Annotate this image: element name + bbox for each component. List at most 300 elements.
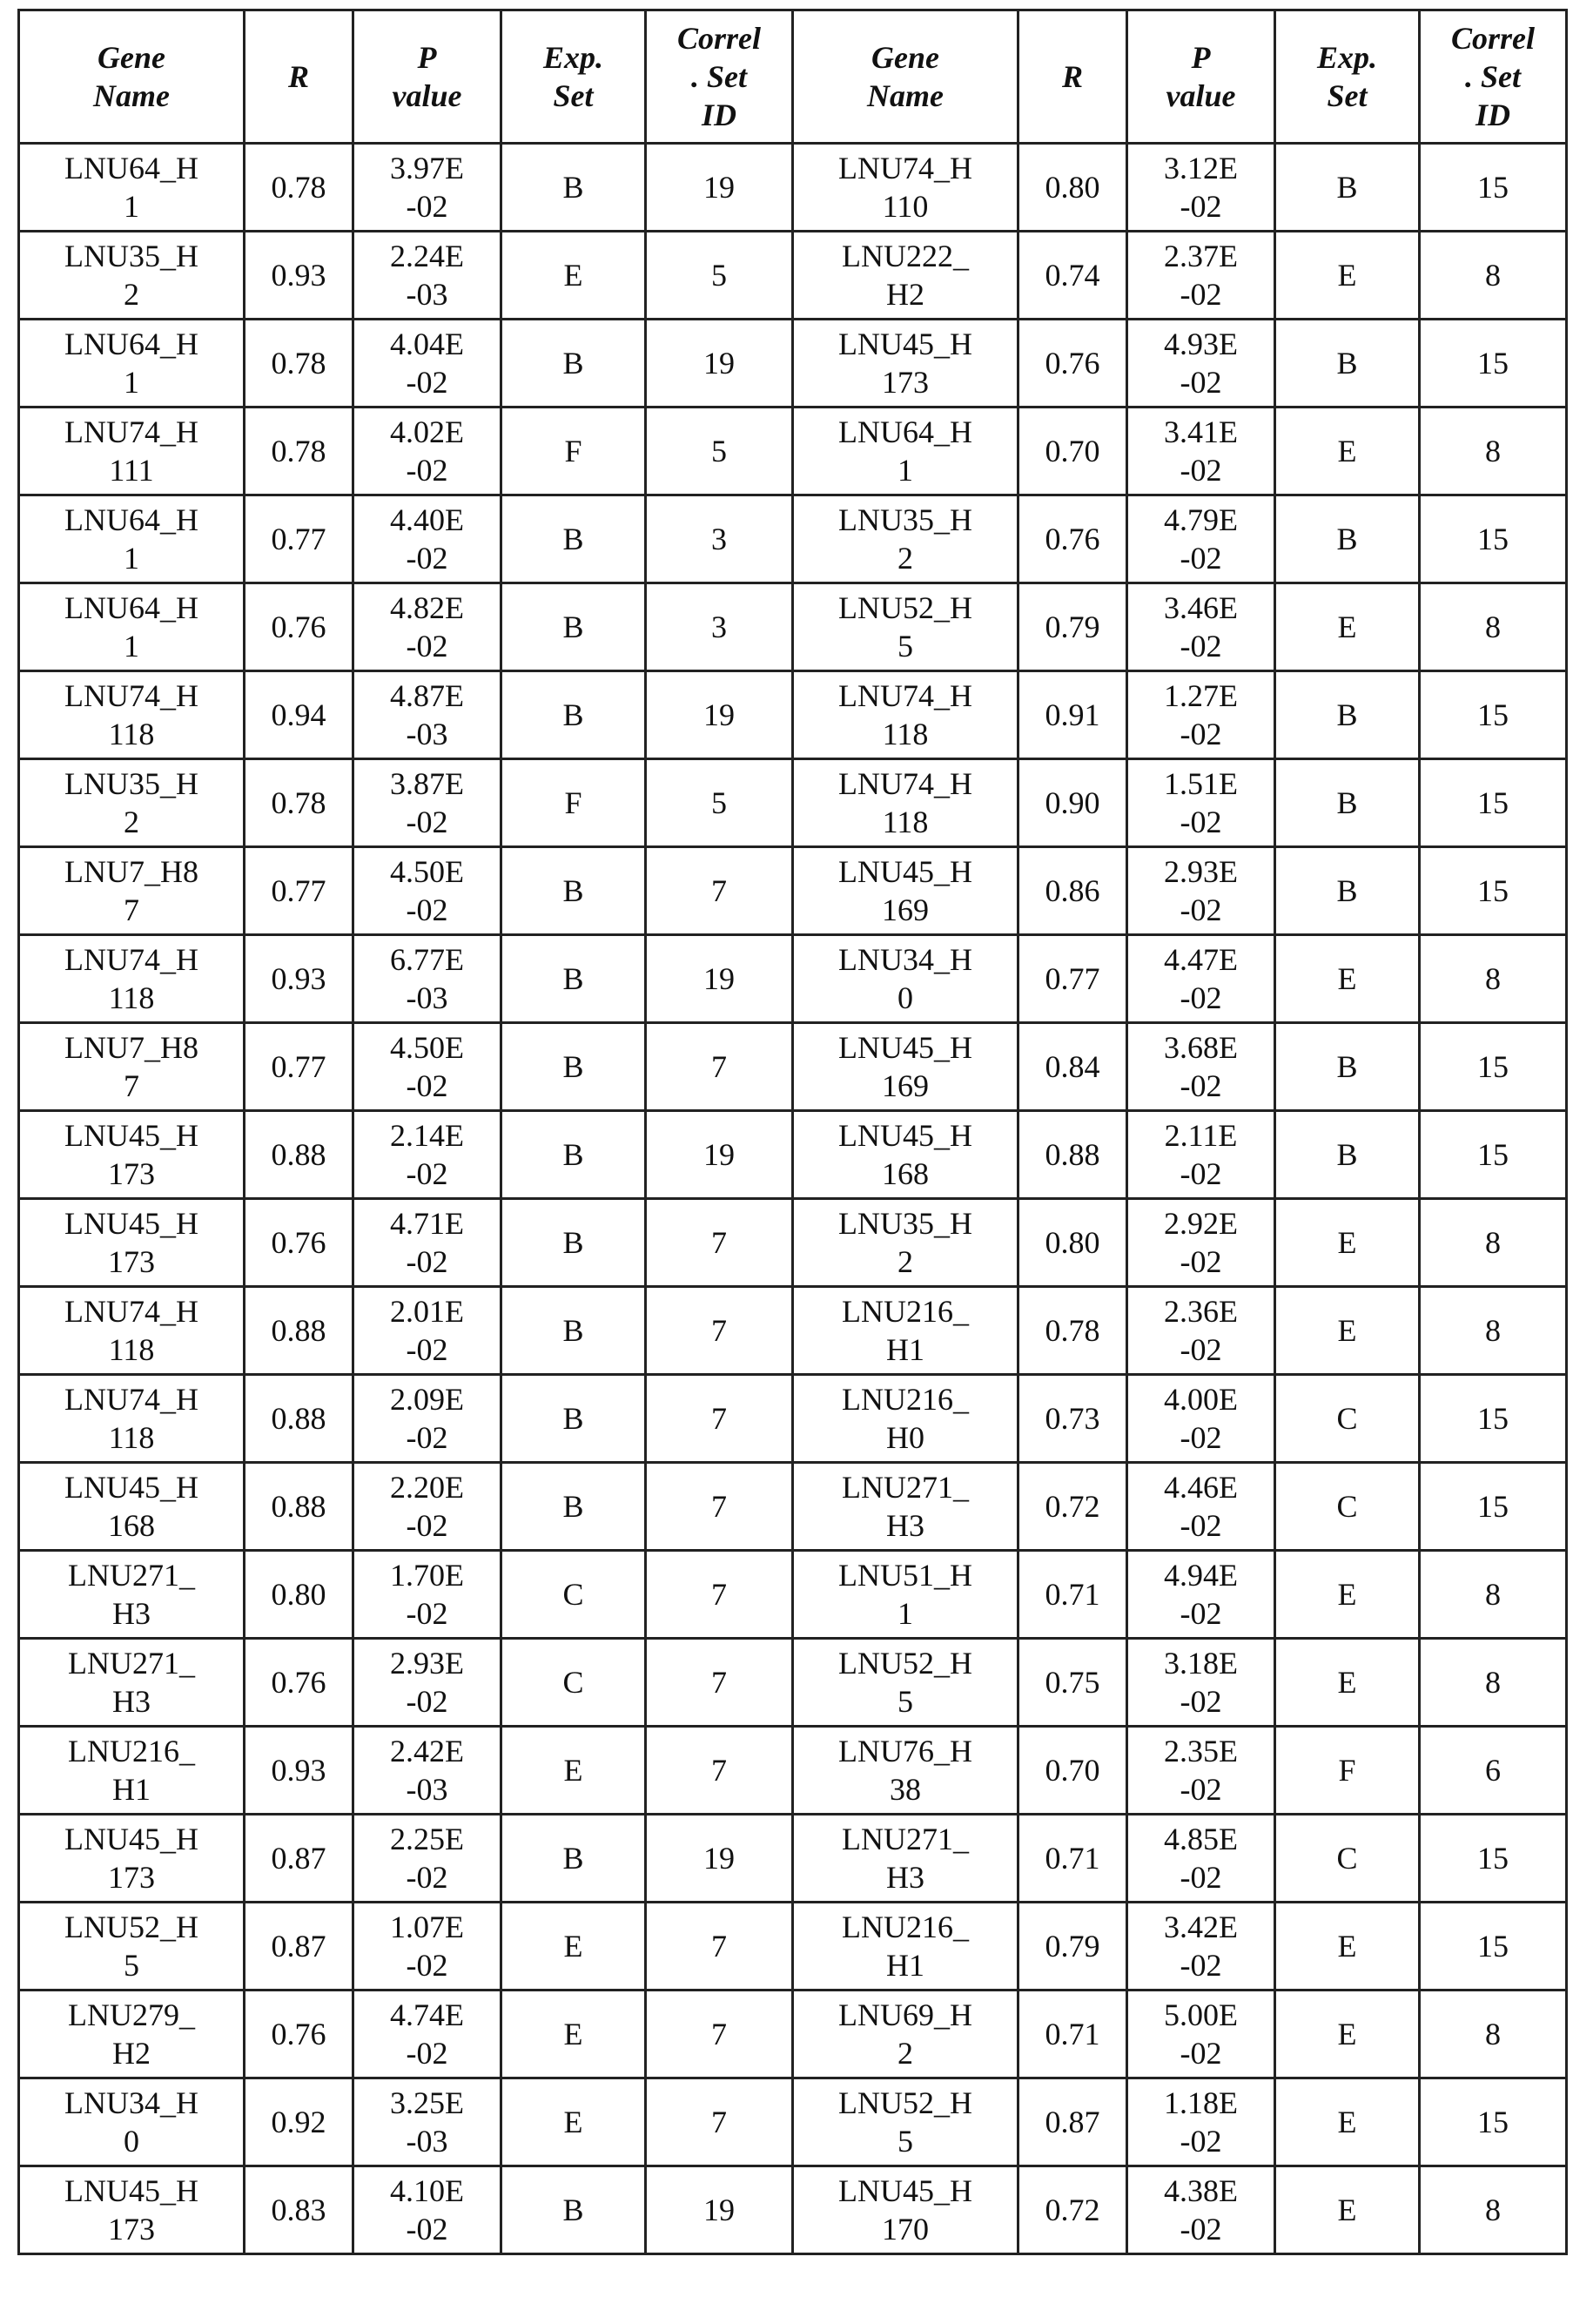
gene-name-text: LNU45_H169: [836, 852, 975, 929]
p-value-cell: [353, 671, 501, 759]
p-value-cell: [1127, 320, 1275, 408]
gene-name-cell: [793, 935, 1018, 1023]
r-value-cell: 0.93: [245, 935, 353, 1023]
p-value-cell: [1127, 495, 1275, 583]
table-row: [19, 1111, 1567, 1199]
p-value-cell: [1127, 583, 1275, 671]
table-row: [19, 671, 1567, 759]
exp-set-cell: B: [501, 1375, 646, 1463]
p-value-text: 4.00E-02: [1162, 1380, 1240, 1457]
table-row: [19, 1639, 1567, 1727]
correl-set-id-cell: 19: [646, 2166, 793, 2254]
gene-name-cell: [793, 408, 1018, 495]
table-row: [19, 408, 1567, 495]
gene-name-text: LNU45_H168: [62, 1468, 201, 1545]
p-value-cell: [1127, 1991, 1275, 2078]
header-gene-name: Gene Name: [19, 10, 245, 144]
correl-set-id-cell: 7: [646, 2078, 793, 2166]
table-row: [19, 232, 1567, 320]
gene-name-text: LNU64_H1: [836, 413, 975, 489]
gene-name-text: LNU271_H3: [836, 1820, 975, 1896]
table-row: [19, 1727, 1567, 1815]
correl-set-id-cell: 19: [646, 935, 793, 1023]
exp-set-cell: E: [1275, 583, 1420, 671]
p-value-cell: [1127, 2078, 1275, 2166]
correl-set-id-cell: 3: [646, 495, 793, 583]
r-value-cell: 0.77: [245, 1023, 353, 1111]
p-value-text: 3.25E-03: [388, 2084, 467, 2160]
p-value-text: 2.93E-02: [1162, 852, 1240, 929]
correl-set-id-cell: 8: [1420, 1287, 1567, 1375]
r-value-cell: 0.94: [245, 671, 353, 759]
gene-name-cell: [793, 1199, 1018, 1287]
r-value-cell: 0.72: [1018, 1463, 1127, 1551]
p-value-text: 4.74E-02: [388, 1996, 467, 2072]
gene-name-text: LNU76_H38: [836, 1732, 975, 1809]
r-value-cell: 0.79: [1018, 583, 1127, 671]
p-value-text: 4.71E-02: [388, 1204, 467, 1281]
exp-set-cell: B: [501, 847, 646, 935]
gene-name-text: LNU74_H118: [62, 940, 201, 1017]
p-value-text: 4.47E-02: [1162, 940, 1240, 1017]
p-value-text: 4.50E-02: [388, 1028, 467, 1105]
gene-name-text: LNU74_H118: [62, 677, 201, 753]
gene-name-text: LNU45_H170: [836, 2172, 975, 2248]
correl-set-id-cell: 8: [1420, 1199, 1567, 1287]
gene-name-cell: [19, 1375, 245, 1463]
r-value-cell: 0.93: [245, 232, 353, 320]
correl-set-id-cell: 8: [1420, 408, 1567, 495]
correl-set-id-cell: 19: [646, 671, 793, 759]
exp-set-cell: E: [1275, 232, 1420, 320]
p-value-text: 1.70E-02: [388, 1556, 467, 1633]
exp-set-cell: E: [501, 232, 646, 320]
header-row: [19, 10, 1567, 144]
correl-set-id-cell: 7: [646, 1375, 793, 1463]
gene-correlation-table: [17, 9, 1568, 2255]
p-value-cell: [353, 2166, 501, 2254]
gene-name-cell: [793, 847, 1018, 935]
gene-name-text: LNU69_H2: [836, 1996, 975, 2072]
r-value-cell: 0.78: [245, 144, 353, 232]
table-row: [19, 2078, 1567, 2166]
gene-name-cell: [793, 232, 1018, 320]
gene-name-cell: [19, 1463, 245, 1551]
p-value-cell: [353, 583, 501, 671]
table-row: [19, 1199, 1567, 1287]
gene-name-text: LNU34_H0: [836, 940, 975, 1017]
gene-name-text: LNU52_H5: [836, 2084, 975, 2160]
p-value-cell: [353, 1375, 501, 1463]
correl-set-id-cell: 8: [1420, 935, 1567, 1023]
p-value-text: 2.35E-02: [1162, 1732, 1240, 1809]
gene-name-cell: [19, 847, 245, 935]
correl-set-id-cell: 15: [1420, 847, 1567, 935]
correl-set-id-cell: 7: [646, 1287, 793, 1375]
exp-set-cell: B: [1275, 495, 1420, 583]
gene-name-cell: [793, 320, 1018, 408]
p-value-cell: [353, 495, 501, 583]
p-value-text: 3.46E-02: [1162, 589, 1240, 665]
correl-set-id-cell: 7: [646, 1991, 793, 2078]
gene-name-text: LNU45_H173: [62, 1204, 201, 1281]
p-value-text: 2.11E-02: [1162, 1116, 1240, 1193]
p-value-cell: [353, 1111, 501, 1199]
exp-set-cell: F: [501, 408, 646, 495]
p-value-text: 4.82E-02: [388, 589, 467, 665]
correl-set-id-cell: 8: [1420, 2166, 1567, 2254]
r-value-cell: 0.76: [245, 1199, 353, 1287]
r-value-cell: 0.88: [245, 1111, 353, 1199]
exp-set-cell: E: [1275, 1991, 1420, 2078]
exp-set-cell: E: [501, 1903, 646, 1991]
correl-set-id-cell: 15: [1420, 144, 1567, 232]
gene-name-text: LNU7_H87: [62, 852, 201, 929]
r-value-cell: 0.77: [1018, 935, 1127, 1023]
exp-set-cell: E: [1275, 1199, 1420, 1287]
p-value-cell: [1127, 759, 1275, 847]
correl-set-id-cell: 7: [646, 847, 793, 935]
correl-set-id-cell: 15: [1420, 1463, 1567, 1551]
p-value-text: 3.42E-02: [1162, 1908, 1240, 1984]
correl-set-id-cell: 5: [646, 232, 793, 320]
r-value-cell: 0.70: [1018, 408, 1127, 495]
table-row: [19, 1903, 1567, 1991]
gene-name-cell: [19, 2078, 245, 2166]
table-row: [19, 1815, 1567, 1903]
correl-set-id-cell: 15: [1420, 2078, 1567, 2166]
r-value-cell: 0.93: [245, 1727, 353, 1815]
p-value-cell: [353, 847, 501, 935]
gene-name-cell: [793, 1463, 1018, 1551]
p-value-text: 4.50E-02: [388, 852, 467, 929]
table-row: [19, 1991, 1567, 2078]
p-value-text: 1.07E-02: [388, 1908, 467, 1984]
gene-name-cell: [19, 2166, 245, 2254]
gene-name-cell: [793, 1551, 1018, 1639]
correl-set-id-cell: 15: [1420, 495, 1567, 583]
p-value-text: 2.24E-03: [388, 237, 467, 313]
p-value-cell: [1127, 1111, 1275, 1199]
gene-name-text: LNU45_H173: [62, 2172, 201, 2248]
p-value-cell: [353, 1463, 501, 1551]
gene-name-text: LNU45_H168: [836, 1116, 975, 1193]
p-value-text: 3.97E-02: [388, 149, 467, 226]
gene-name-text: LNU45_H173: [62, 1820, 201, 1896]
p-value-cell: [353, 1727, 501, 1815]
p-value-text: 4.10E-02: [388, 2172, 467, 2248]
gene-name-cell: [19, 1903, 245, 1991]
exp-set-cell: E: [1275, 1287, 1420, 1375]
r-value-cell: 0.78: [245, 759, 353, 847]
correl-set-id-cell: 19: [646, 1111, 793, 1199]
exp-set-cell: B: [1275, 1023, 1420, 1111]
gene-name-text: LNU74_H111: [62, 413, 201, 489]
table-row: [19, 320, 1567, 408]
p-value-cell: [353, 1023, 501, 1111]
r-value-cell: 0.91: [1018, 671, 1127, 759]
exp-set-cell: B: [1275, 759, 1420, 847]
correl-set-id-cell: 6: [1420, 1727, 1567, 1815]
table-row: [19, 847, 1567, 935]
correl-set-id-cell: 7: [646, 1727, 793, 1815]
exp-set-cell: B: [501, 320, 646, 408]
p-value-cell: [1127, 1375, 1275, 1463]
gene-name-cell: [19, 408, 245, 495]
gene-name-text: LNU216_H1: [62, 1732, 201, 1809]
gene-name-text: LNU74_H110: [836, 149, 975, 226]
r-value-cell: 0.78: [245, 320, 353, 408]
gene-name-cell: [793, 1727, 1018, 1815]
p-value-text: 2.93E-02: [388, 1644, 467, 1721]
r-value-cell: 0.80: [1018, 144, 1127, 232]
table-row: [19, 495, 1567, 583]
header-correl-set-id: Correl . Set ID: [646, 10, 793, 144]
p-value-text: 4.87E-03: [388, 677, 467, 753]
r-value-cell: 0.78: [1018, 1287, 1127, 1375]
exp-set-cell: B: [1275, 144, 1420, 232]
table-body: [19, 144, 1567, 2254]
correl-set-id-cell: 19: [646, 1815, 793, 1903]
correl-set-id-cell: 7: [646, 1023, 793, 1111]
p-value-cell: [353, 320, 501, 408]
r-value-cell: 0.73: [1018, 1375, 1127, 1463]
r-value-cell: 0.75: [1018, 1639, 1127, 1727]
p-value-cell: [353, 1815, 501, 1903]
correl-set-id-cell: 15: [1420, 759, 1567, 847]
exp-set-cell: F: [1275, 1727, 1420, 1815]
exp-set-cell: B: [501, 1815, 646, 1903]
p-value-cell: [1127, 1199, 1275, 1287]
p-value-text: 3.68E-02: [1162, 1028, 1240, 1105]
gene-name-cell: [19, 583, 245, 671]
p-value-text: 4.93E-02: [1162, 325, 1240, 401]
exp-set-cell: B: [501, 144, 646, 232]
gene-name-cell: [793, 1287, 1018, 1375]
gene-name-cell: [19, 495, 245, 583]
p-value-cell: [353, 935, 501, 1023]
p-value-cell: [1127, 408, 1275, 495]
gene-name-text: LNU74_H118: [62, 1380, 201, 1457]
gene-name-text: LNU7_H87: [62, 1028, 201, 1105]
table-row: [19, 1551, 1567, 1639]
gene-name-cell: [19, 759, 245, 847]
gene-name-cell: [793, 1815, 1018, 1903]
gene-name-text: LNU74_H118: [836, 677, 975, 753]
header-p-value: P value: [353, 10, 501, 144]
p-value-cell: [1127, 671, 1275, 759]
gene-name-text: LNU74_H118: [836, 765, 975, 841]
r-value-cell: 0.72: [1018, 2166, 1127, 2254]
p-value-text: 2.25E-02: [388, 1820, 467, 1896]
gene-name-text: LNU64_H1: [62, 501, 201, 577]
p-value-cell: [1127, 144, 1275, 232]
p-value-cell: [1127, 1463, 1275, 1551]
p-value-text: 3.41E-02: [1162, 413, 1240, 489]
p-value-cell: [353, 232, 501, 320]
exp-set-cell: F: [501, 759, 646, 847]
exp-set-cell: C: [1275, 1815, 1420, 1903]
correl-set-id-cell: 15: [1420, 1815, 1567, 1903]
r-value-cell: 0.76: [1018, 320, 1127, 408]
p-value-text: 5.00E-02: [1162, 1996, 1240, 2072]
exp-set-cell: B: [501, 1111, 646, 1199]
table-row: [19, 1375, 1567, 1463]
table-row: [19, 935, 1567, 1023]
r-value-cell: 0.88: [245, 1287, 353, 1375]
gene-name-cell: [793, 1903, 1018, 1991]
r-value-cell: 0.71: [1018, 1991, 1127, 2078]
p-value-text: 2.42E-03: [388, 1732, 467, 1809]
p-value-text: 4.40E-02: [388, 501, 467, 577]
p-value-text: 2.20E-02: [388, 1468, 467, 1545]
gene-name-cell: [19, 1551, 245, 1639]
gene-name-cell: [793, 1023, 1018, 1111]
gene-name-text: LNU271_H3: [62, 1644, 201, 1721]
p-value-text: 4.46E-02: [1162, 1468, 1240, 1545]
gene-name-cell: [793, 1639, 1018, 1727]
r-value-cell: 0.74: [1018, 232, 1127, 320]
r-value-cell: 0.76: [1018, 495, 1127, 583]
correl-set-id-cell: 19: [646, 144, 793, 232]
gene-name-cell: [19, 1199, 245, 1287]
correl-set-id-cell: 15: [1420, 1023, 1567, 1111]
correl-set-id-cell: 19: [646, 320, 793, 408]
header-r: R: [245, 10, 353, 144]
exp-set-cell: E: [1275, 935, 1420, 1023]
r-value-cell: 0.87: [1018, 2078, 1127, 2166]
r-value-cell: 0.88: [1018, 1111, 1127, 1199]
correl-set-id-cell: 7: [646, 1463, 793, 1551]
r-value-cell: 0.76: [245, 1991, 353, 2078]
p-value-text: 2.01E-02: [388, 1292, 467, 1369]
gene-name-cell: [19, 1639, 245, 1727]
gene-name-cell: [793, 2166, 1018, 2254]
gene-name-text: LNU64_H1: [62, 589, 201, 665]
p-value-text: 3.87E-02: [388, 765, 467, 841]
r-value-cell: 0.87: [245, 1815, 353, 1903]
header-exp-set: Exp. Set: [501, 10, 646, 144]
p-value-text: 1.51E-02: [1162, 765, 1240, 841]
exp-set-cell: B: [501, 1023, 646, 1111]
correl-set-id-cell: 15: [1420, 1375, 1567, 1463]
correl-set-id-cell: 8: [1420, 232, 1567, 320]
gene-name-cell: [19, 1727, 245, 1815]
r-value-cell: 0.79: [1018, 1903, 1127, 1991]
table-row: [19, 1463, 1567, 1551]
gene-name-text: LNU51_H1: [836, 1556, 975, 1633]
gene-name-text: LNU74_H118: [62, 1292, 201, 1369]
header-exp-set-2: Exp. Set: [1275, 10, 1420, 144]
exp-set-cell: E: [1275, 1551, 1420, 1639]
p-value-text: 2.92E-02: [1162, 1204, 1240, 1281]
correl-set-id-cell: 5: [646, 759, 793, 847]
p-value-cell: [353, 408, 501, 495]
r-value-cell: 0.87: [245, 1903, 353, 1991]
gene-name-cell: [793, 495, 1018, 583]
correl-set-id-cell: 8: [1420, 583, 1567, 671]
gene-name-text: LNU35_H2: [62, 237, 201, 313]
p-value-cell: [353, 144, 501, 232]
table-header: [19, 10, 1567, 144]
r-value-cell: 0.80: [245, 1551, 353, 1639]
correl-set-id-cell: 7: [646, 1199, 793, 1287]
correl-set-id-cell: 7: [646, 1903, 793, 1991]
header-r-2: R: [1018, 10, 1127, 144]
correl-set-id-cell: 15: [1420, 1111, 1567, 1199]
table-row: [19, 2166, 1567, 2254]
p-value-text: 6.77E-03: [388, 940, 467, 1017]
p-value-cell: [353, 1551, 501, 1639]
gene-name-text: LNU35_H2: [836, 501, 975, 577]
gene-name-text: LNU52_H5: [62, 1908, 201, 1984]
p-value-text: 4.02E-02: [388, 413, 467, 489]
exp-set-cell: B: [1275, 1111, 1420, 1199]
p-value-cell: [1127, 232, 1275, 320]
gene-name-cell: [19, 1111, 245, 1199]
r-value-cell: 0.83: [245, 2166, 353, 2254]
gene-name-text: LNU45_H173: [836, 325, 975, 401]
table-row: [19, 759, 1567, 847]
p-value-cell: [1127, 847, 1275, 935]
gene-name-cell: [19, 144, 245, 232]
r-value-cell: 0.76: [245, 1639, 353, 1727]
exp-set-cell: E: [1275, 2078, 1420, 2166]
gene-name-cell: [19, 1023, 245, 1111]
gene-name-cell: [793, 144, 1018, 232]
exp-set-cell: C: [1275, 1375, 1420, 1463]
p-value-cell: [1127, 1903, 1275, 1991]
exp-set-cell: E: [501, 2078, 646, 2166]
correl-set-id-cell: 15: [1420, 671, 1567, 759]
exp-set-cell: B: [501, 583, 646, 671]
p-value-cell: [1127, 935, 1275, 1023]
gene-name-cell: [19, 1815, 245, 1903]
correl-set-id-cell: 8: [1420, 1639, 1567, 1727]
table-row: [19, 1287, 1567, 1375]
correl-set-id-cell: 7: [646, 1551, 793, 1639]
gene-name-text: LNU64_H1: [62, 149, 201, 226]
p-value-text: 2.37E-02: [1162, 237, 1240, 313]
p-value-cell: [1127, 1287, 1275, 1375]
exp-set-cell: C: [1275, 1463, 1420, 1551]
gene-name-cell: [793, 1111, 1018, 1199]
p-value-cell: [1127, 1639, 1275, 1727]
gene-name-text: LNU216_H1: [836, 1292, 975, 1369]
p-value-cell: [353, 1199, 501, 1287]
table-row: [19, 144, 1567, 232]
gene-name-cell: [19, 671, 245, 759]
gene-name-cell: [793, 671, 1018, 759]
p-value-text: 4.38E-02: [1162, 2172, 1240, 2248]
p-value-cell: [1127, 1551, 1275, 1639]
p-value-text: 4.04E-02: [388, 325, 467, 401]
p-value-text: 4.85E-02: [1162, 1820, 1240, 1896]
r-value-cell: 0.90: [1018, 759, 1127, 847]
exp-set-cell: C: [501, 1551, 646, 1639]
exp-set-cell: B: [1275, 671, 1420, 759]
r-value-cell: 0.77: [245, 847, 353, 935]
exp-set-cell: B: [1275, 847, 1420, 935]
r-value-cell: 0.77: [245, 495, 353, 583]
correl-set-id-cell: 7: [646, 1639, 793, 1727]
correl-set-id-cell: 15: [1420, 320, 1567, 408]
correl-set-id-cell: 8: [1420, 1551, 1567, 1639]
p-value-cell: [353, 1287, 501, 1375]
r-value-cell: 0.70: [1018, 1727, 1127, 1815]
exp-set-cell: C: [501, 1639, 646, 1727]
p-value-cell: [353, 2078, 501, 2166]
